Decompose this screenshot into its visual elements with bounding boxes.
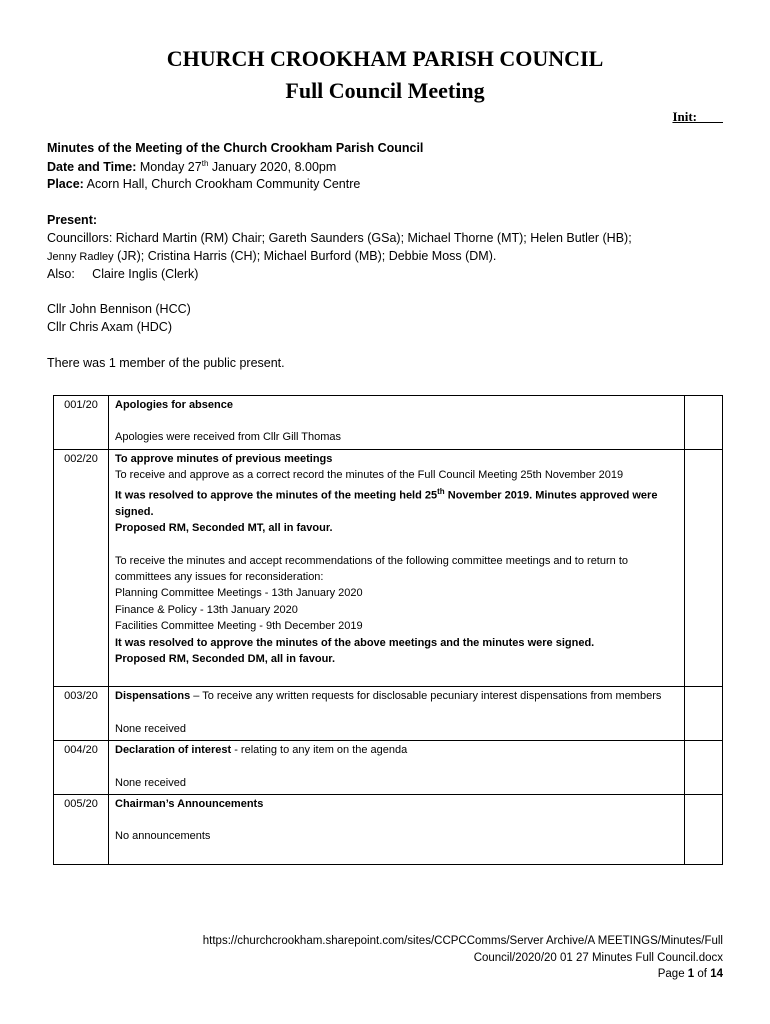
councillors-rest: (JR); Cristina Harris (CH); Michael Burford (MB); Debbie Moss (DM). (117, 249, 497, 263)
also-label: Also: (47, 267, 75, 281)
document-subtitle: Full Council Meeting (285, 78, 485, 103)
document-title: CHURCH CROOKHAM PARISH COUNCIL (166, 46, 604, 71)
also-line (47, 267, 198, 281)
item-body (109, 741, 685, 795)
resolution-text: It was resolved to approve the minutes of the above meetings and the minutes were signed. (115, 636, 595, 649)
minutes-table (53, 395, 723, 865)
init-label: Init: (672, 109, 697, 124)
item-heading: Chairman’s Announcements (115, 797, 264, 810)
date-suffix: January 2020, 8.00pm (211, 160, 337, 175)
item-text: None received (115, 776, 186, 789)
date-prefix: Monday 27 (139, 160, 202, 175)
file-path-line-1: https://churchcrookham.sharepoint.com/sites/CCPCComms/Server Archive/A MEETINGS/Minutes/Full (202, 935, 723, 947)
item-body (109, 396, 685, 450)
also-value: Claire Inglis (Clerk) (92, 267, 199, 281)
list-item: Finance & Policy - 13th January 2020 (115, 603, 298, 616)
page-number: Page 1 of 14 (657, 968, 723, 980)
place-label: Place: (47, 177, 84, 191)
item-number: 003/20 (54, 687, 109, 741)
page-footer (203, 933, 723, 983)
initials-cell (685, 449, 723, 687)
initials-cell (685, 687, 723, 741)
date-label: Date and Time: (47, 160, 137, 175)
item-body (109, 794, 685, 864)
present-heading: Present: (47, 213, 98, 227)
item-text: No announcements (115, 830, 211, 843)
file-path-line-2: Council/2020/20 01 27 Minutes Full Council.docx (473, 951, 723, 964)
councillors-line-1: Councillors: Richard Martin (RM) Chair; Gareth Saunders (GSa); Michael Thorne (MT); Helen Butler (HB); (47, 231, 632, 245)
item-body (109, 449, 685, 687)
public-present: There was 1 member of the public present. (47, 356, 285, 370)
date-sup: th (201, 159, 209, 168)
proposal-text: Proposed RM, Seconded DM, all in favour. (115, 652, 336, 665)
initials-cell (685, 396, 723, 450)
list-item: Planning Committee Meetings - 13th January 2020 (115, 587, 363, 600)
item-number: 004/20 (54, 741, 109, 795)
guest-1: Cllr John Bennison (HCC) (47, 302, 191, 316)
table-row (54, 794, 723, 864)
initials-cell (685, 794, 723, 864)
item-text: None received (115, 722, 186, 735)
place-line (47, 177, 360, 191)
table-row (54, 396, 723, 450)
table-row (54, 687, 723, 741)
item-number: 005/20 (54, 794, 109, 864)
initials-cell (685, 741, 723, 795)
item-number: 001/20 (54, 396, 109, 450)
item-heading-line: Dispensations – To receive any written requests for disclosable pecuniary interest dispensations from members (115, 690, 662, 703)
item-heading: To approve minutes of previous meetings (115, 452, 333, 465)
proposal-text: Proposed RM, Seconded MT, all in favour. (115, 522, 333, 535)
item-heading: Apologies for absence (115, 399, 233, 411)
place-value: Acorn Hall, Church Crookham Community Centre (86, 177, 361, 191)
item-paragraph: To receive and approve as a correct record the minutes of the Full Council Meeting 25th November 2019 (115, 469, 624, 482)
item-text: Apologies were received from Cllr Gill Thomas (115, 431, 341, 444)
table-row (54, 741, 723, 795)
guest-2: Cllr Chris Axam (HDC) (47, 320, 172, 334)
item-body (109, 687, 685, 741)
item-number: 002/20 (54, 449, 109, 687)
table-row (54, 449, 723, 687)
councillors-line-2 (47, 249, 496, 263)
resolution-text: It was resolved to approve the minutes of the meeting held 25th November 2019. Minutes approved were signed. (115, 486, 658, 518)
minutes-heading: Minutes of the Meeting of the Church Crookham Parish Council (47, 141, 424, 155)
item-heading-line: Declaration of interest - relating to any item on the agenda (115, 744, 408, 757)
date-line (47, 159, 336, 174)
list-item: Facilities Committee Meeting - 9th December 2019 (115, 620, 363, 633)
item-paragraph: To receive the minutes and accept recommendations of the following committee meetings and to return to committees any issues for reconsideration: (115, 554, 628, 583)
councillor-small-name: Jenny Radley (47, 251, 114, 263)
